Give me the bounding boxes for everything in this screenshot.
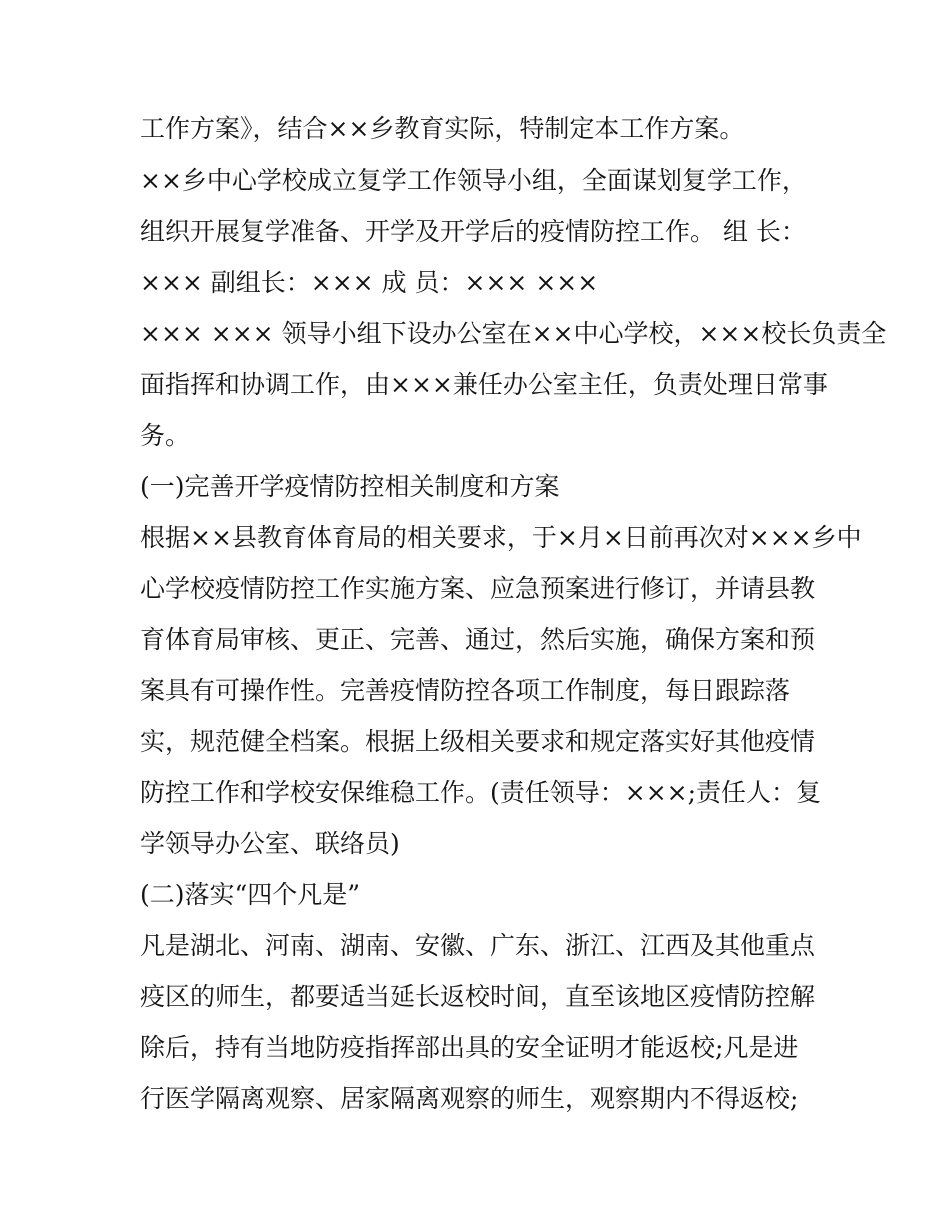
text-line: 育体育局审核、更正、完善、通过，然后实施，确保方案和预 (140, 625, 816, 654)
text-line: 案具有可操作性。完善疫情防控各项工作制度，每日跟踪落 (140, 676, 791, 705)
text-line: 疫区的师生，都要适当延长返校时间，直至该地区疫情防控解 (140, 982, 816, 1011)
text-line: 根据××县教育体育局的相关要求，于×月×日前再次对×××乡中 (140, 523, 862, 552)
text-line: ××× 副组长：××× 成 员：××× ××× (140, 268, 599, 297)
text-line: ××× ××× 领导小组下设办公室在××中心学校，×××校长负责全 (140, 319, 887, 348)
text-line: 凡是湖北、河南、湖南、安徽、广东、浙江、江西及其他重点 (140, 931, 816, 960)
text-line: ××乡中心学校成立复学工作领导小组，全面谋划复学工作， (140, 166, 807, 195)
text-line: 组织开展复学准备、开学及开学后的疫情防控工作。 组 长： (140, 217, 806, 246)
text-line: 面指挥和协调工作，由×××兼任办公室主任，负责处理日常事 (140, 370, 828, 399)
text-line: 实，规范健全档案。根据上级相关要求和规定落实好其他疫情 (140, 727, 816, 756)
text-line: 防控工作和学校安保维稳工作。(责任领导：×××;责任人：复 (140, 778, 822, 807)
section-heading: (一)完善开学疫情防控相关制度和方案 (140, 472, 560, 501)
text-line: 务。 (140, 421, 191, 450)
text-line: 除后，持有当地防疫指挥部出具的安全证明才能返校;凡是进 (140, 1033, 799, 1062)
text-line: 心学校疫情防控工作实施方案、应急预案进行修订，并请县教 (140, 574, 816, 603)
text-line: 工作方案》，结合××乡教育实际，特制定本工作方案。 (140, 114, 745, 143)
text-line: 行医学隔离观察、居家隔离观察的师生，观察期内不得返校; (140, 1084, 799, 1113)
section-heading: (二)落实“四个凡是” (140, 880, 361, 909)
text-line: 学领导办公室、联络员) (140, 829, 400, 858)
